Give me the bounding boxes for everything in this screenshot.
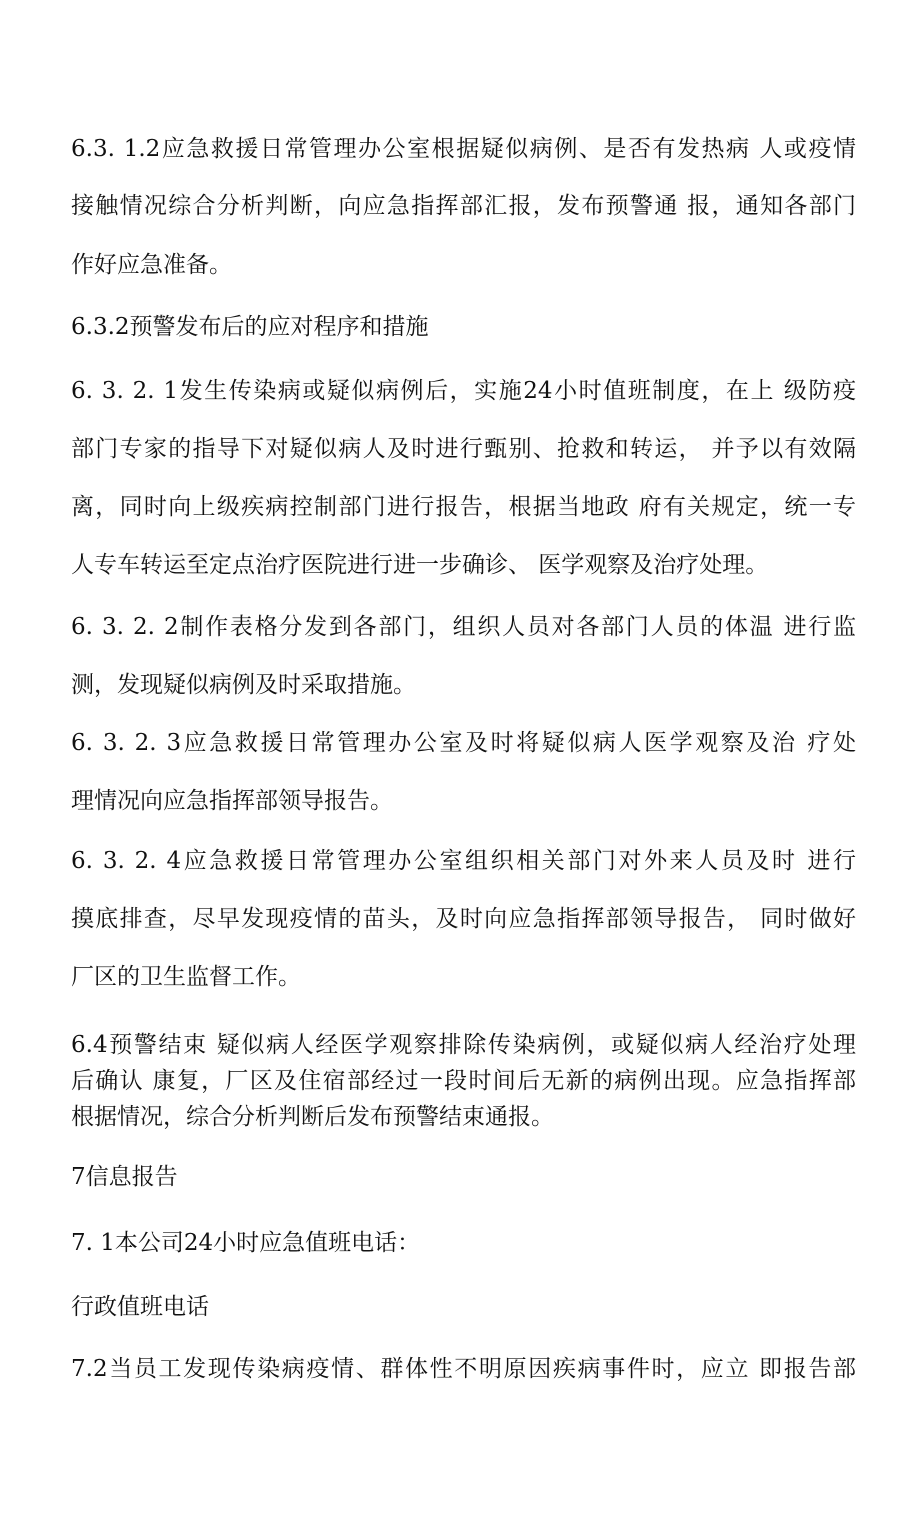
paragraph-6-3-2-3-line-1: 6. 3. 2. 3应急救援日常管理办公室及时将疑似病人医学观察及治 疗处: [71, 730, 856, 756]
heading-6-3-2: 6.3.2预警发布后的应对程序和措施: [71, 314, 429, 340]
paragraph-6-3-2-1-line-4: 人专车转运至定点治疗医院进行进一步确诊、 医学观察及治疗处理。: [71, 552, 769, 578]
paragraph-6-3-2-3-line-2: 理情况向应急指挥部领导报告。: [71, 788, 393, 814]
paragraph-6-3-2-2-line-2: 测，发现疑似病例及时采取措施。: [71, 672, 416, 698]
paragraph-7-2-line-1: 7.2当员工发现传染病疫情、群体性不明原因疾病事件时，应立 即报告部: [71, 1356, 856, 1382]
paragraph-7-1: 7. 1本公司24小时应急值班电话：: [71, 1230, 421, 1256]
paragraph-6-4-line-1: 6.4预警结束 疑似病人经医学观察排除传染病例，或疑似病人经治疗处理: [71, 1032, 856, 1058]
duty-phone-label: 行政值班电话: [71, 1294, 209, 1320]
heading-7: 7信息报告: [71, 1164, 178, 1190]
paragraph-6-3-1-2-line-3: 作好应急准备。: [71, 252, 232, 278]
paragraph-6-4-line-2: 后确认 康复，厂区及住宿部经过一段时间后无新的病例出现。应急指挥部: [71, 1068, 856, 1094]
paragraph-6-3-1-2-line-2: 接触情况综合分析判断，向应急指挥部汇报，发布预警通 报，通知各部门: [71, 193, 856, 219]
paragraph-6-3-2-4-line-2: 摸底排查，尽早发现疫情的苗头，及时向应急指挥部领导报告， 同时做好: [71, 906, 856, 932]
paragraph-6-3-2-1-line-1: 6. 3. 2. 1发生传染病或疑似病例后，实施24小时值班制度，在上 级防疫: [71, 378, 856, 404]
paragraph-6-3-2-4-line-3: 厂区的卫生监督工作。: [71, 964, 301, 990]
paragraph-6-3-2-2-line-1: 6. 3. 2. 2制作表格分发到各部门，组织人员对各部门人员的体温 进行监: [71, 614, 856, 640]
paragraph-6-3-2-1-line-3: 离，同时向上级疾病控制部门进行报告，根据当地政 府有关规定，统一专: [71, 494, 856, 520]
paragraph-6-3-2-4-line-1: 6. 3. 2. 4应急救援日常管理办公室组织相关部门对外来人员及时 进行: [71, 848, 856, 874]
paragraph-6-3-1-2-line-1: 6.3. 1.2应急救援日常管理办公室根据疑似病例、是否有发热病 人或疫情: [71, 136, 856, 162]
paragraph-6-3-2-1-line-2: 部门专家的指导下对疑似病人及时进行甄别、抢救和转运， 并予以有效隔: [71, 436, 856, 462]
paragraph-6-4-line-3: 根据情况，综合分析判断后发布预警结束通报。: [71, 1104, 554, 1130]
